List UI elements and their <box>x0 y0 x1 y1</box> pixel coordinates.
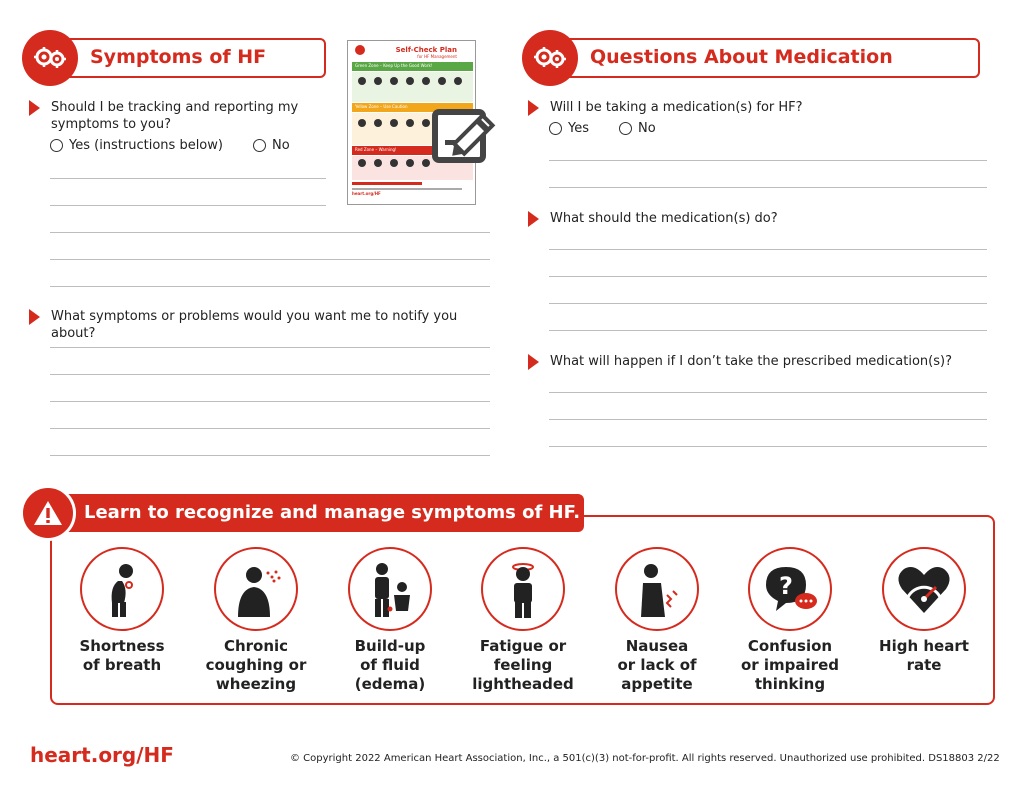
answer-line[interactable] <box>549 446 987 447</box>
thumbnail-footer: heart.org/HF <box>352 191 381 196</box>
answer-line[interactable] <box>549 249 987 250</box>
edit-document-icon[interactable] <box>432 108 502 164</box>
symptom-label: Nausea or lack of appetite <box>617 637 697 693</box>
answer-line[interactable] <box>549 187 987 188</box>
shortness-of-breath-icon <box>80 547 164 631</box>
symptom-high-heart-rate <box>857 547 991 675</box>
gears-heart-icon <box>22 30 78 86</box>
answer-line[interactable] <box>50 374 490 375</box>
confusion-icon <box>748 547 832 631</box>
thumbnail-zone-green: Green Zone – Keep Up the Good Work! <box>355 63 433 68</box>
medication-question-1 <box>550 99 980 116</box>
svg-text:?: ? <box>779 572 793 600</box>
answer-line[interactable] <box>549 276 987 277</box>
learn-banner <box>38 494 584 532</box>
question-text: Should I be tracking and reporting my symptoms to you? <box>51 100 299 132</box>
thumbnail-subtitle: for HF Management <box>417 54 457 59</box>
edema-icon <box>348 547 432 631</box>
answer-line[interactable] <box>50 178 326 179</box>
symptoms-question-1 <box>51 99 321 133</box>
high-heart-rate-icon <box>882 547 966 631</box>
answer-line[interactable] <box>50 286 490 287</box>
question-marker-icon <box>528 100 539 116</box>
symptom-label: Chronic coughing or wheezing <box>205 637 307 693</box>
footer-link[interactable]: heart.org/HF <box>30 743 174 767</box>
question-marker-icon <box>29 309 40 325</box>
symptom-fatigue <box>456 547 590 694</box>
symptom-label: Build-up of fluid (edema) <box>354 637 426 693</box>
copyright-text: © Copyright 2022 American Heart Association, Inc., a 501(c)(3) not-for-profit. All rights reserved. Unauthorized use prohibited. DS18803 2/22 <box>290 753 1000 764</box>
thumbnail-zone-red: Red Zone – Warning! <box>355 147 397 152</box>
answer-line[interactable] <box>549 160 987 161</box>
answer-line[interactable] <box>549 303 987 304</box>
learn-title: Learn to recognize and manage symptoms of HF. <box>84 502 581 523</box>
answer-line[interactable] <box>549 419 987 420</box>
answer-line[interactable] <box>50 205 326 206</box>
answer-line[interactable] <box>50 259 490 260</box>
symptom-label: Shortness of breath <box>79 637 165 674</box>
thumbnail-title: Self-Check Plan <box>395 46 457 54</box>
medication-question-2 <box>550 210 980 227</box>
symptoms-question-2 <box>51 308 501 342</box>
no-option-label: No <box>638 121 656 136</box>
symptoms-q1-options <box>50 138 290 153</box>
thumbnail-zone-yellow: Yellow Zone – Use Caution <box>355 104 408 109</box>
symptom-edema <box>323 547 457 694</box>
answer-line[interactable] <box>549 392 987 393</box>
answer-line[interactable] <box>549 330 987 331</box>
medication-section-title: Questions About Medication <box>590 46 893 68</box>
answer-line[interactable] <box>50 347 490 348</box>
yes-radio[interactable] <box>50 139 63 152</box>
yes-option-label: Yes (instructions below) <box>69 138 223 153</box>
no-radio[interactable] <box>253 139 266 152</box>
coughing-icon <box>214 547 298 631</box>
answer-line[interactable] <box>50 401 490 402</box>
medication-question-3 <box>550 353 990 370</box>
symptom-label: High heart rate <box>879 637 969 674</box>
symptom-coughing <box>189 547 323 694</box>
answer-line[interactable] <box>50 455 490 456</box>
medication-q1-options <box>549 121 656 136</box>
fatigue-icon <box>481 547 565 631</box>
warning-icon <box>20 485 76 541</box>
answer-line[interactable] <box>50 232 490 233</box>
symptom-shortness-of-breath <box>55 547 189 675</box>
no-radio[interactable] <box>619 122 632 135</box>
yes-radio[interactable] <box>549 122 562 135</box>
symptom-label: Confusion or impaired thinking <box>740 637 839 693</box>
gears-heart-icon <box>522 30 578 86</box>
yes-option-label: Yes <box>568 121 589 136</box>
question-text: What should the medication(s) do? <box>550 211 778 226</box>
question-text: What symptoms or problems would you want me to notify you about? <box>51 309 458 341</box>
medication-section-header <box>530 38 980 78</box>
question-text: Will I be taking a medication(s) for HF? <box>550 100 803 115</box>
question-text: What will happen if I don’t take the prescribed medication(s)? <box>550 354 952 369</box>
symptom-nausea <box>590 547 724 694</box>
question-marker-icon <box>528 354 539 370</box>
symptom-confusion <box>723 547 857 694</box>
no-option-label: No <box>271 138 290 153</box>
question-marker-icon <box>528 211 539 227</box>
answer-line[interactable] <box>50 428 490 429</box>
symptom-label: Fatigue or feeling lightheaded <box>472 637 574 693</box>
symptoms-section-title: Symptoms of HF <box>90 46 267 68</box>
nausea-icon <box>615 547 699 631</box>
question-marker-icon <box>29 100 40 116</box>
